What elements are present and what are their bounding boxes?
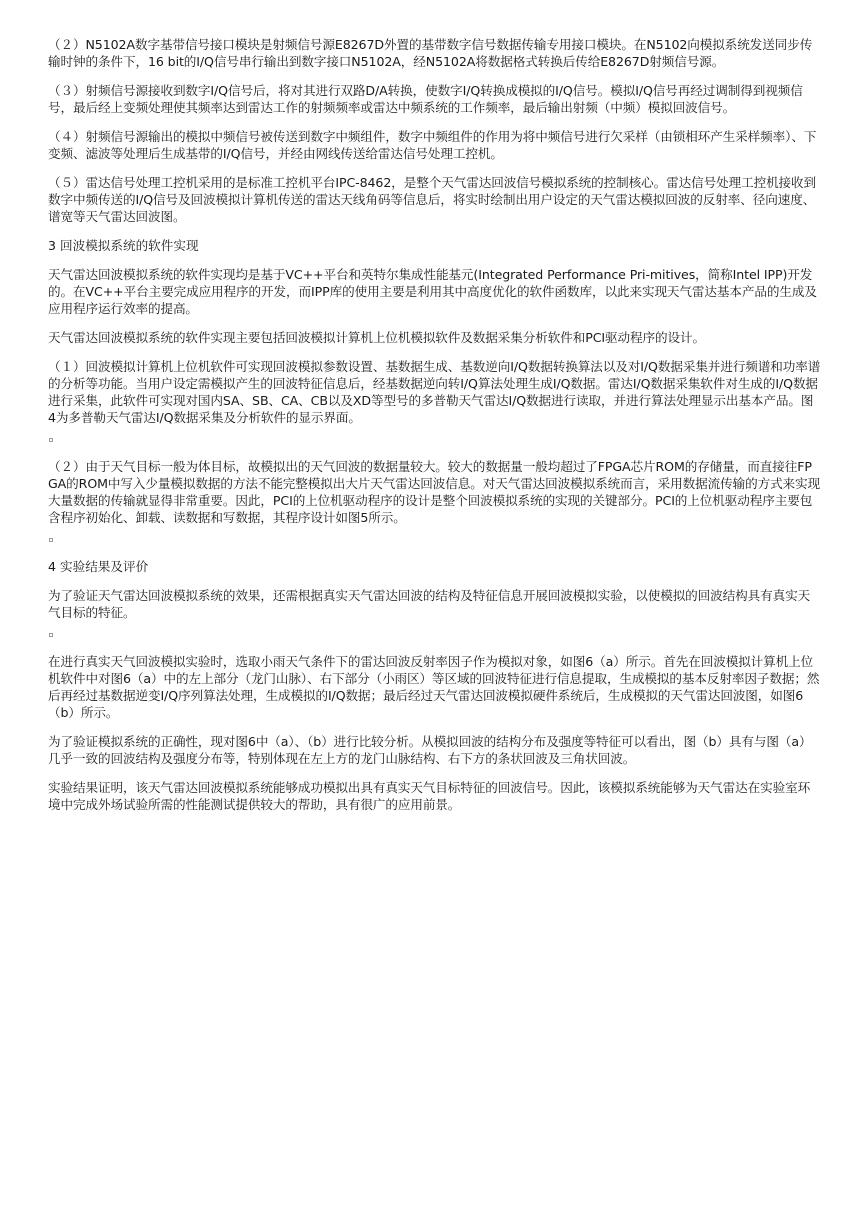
paragraph-signal-processor: （５）雷达信号处理工控机采用的是标准工控机平台IPC-8462，是整个天气雷达回波信号模拟系统的控制核心。雷达信号处理工控机接收到数字中频传送的I/Q信号及回波模拟计算机传送的雷达天线角码等信息后，将实时绘制出用户设定的天气雷达模拟回波的反射率、径向速度、谱宽等天气雷达回波图。 — [48, 175, 817, 224]
section-heading-results: 4 实验结果及评价 — [48, 559, 149, 574]
paragraph-digital-if: （４）射频信号源输出的模拟中频信号被传送到数字中频组件，数字中频组件的作用为将中频信号进行欠采样（由锁相环产生采样频率）、下变频、滤波等处理后生成基带的I/Q信号，并经由网线传送给雷达信号处理工控机。 — [48, 129, 817, 161]
paragraph-pci-driver: （２）由于天气目标一般为体目标，故模拟出的天气回波的数据量较大。较大的数据量一般均超过了FPGA芯片ROM的存储量，而直接往FPGA的ROM中写入少量模拟数据的方法不能完整模拟出大片天气雷达回波信息。对天气雷达回波模拟系统而言，采用数据流传输的方式来实现大量数据的传输就显得非常重要。因此，PCI的上位机驱动程序的设计是整个回波模拟系统的实现的关键部分。PCI的上位机驱动程序主要包含程序初始化、卸载、读数据和写数据，其程序设计如图5所示。 — [48, 459, 821, 525]
paragraph-validation: 为了验证天气雷达回波模拟系统的效果，还需根据真实天气雷达回波的结构及特征信息开展回波模拟实验，以使模拟的回波结构具有真实天气目标的特征。 — [48, 588, 811, 620]
figure-6-image-placeholder — [49, 633, 53, 637]
paragraph-experiment: 在进行真实天气回波模拟实验时，选取小雨天气条件下的雷达回波反射率因子作为模拟对象，如图6（a）所示。首先在回波模拟计算机上位机软件中对图6（a）中的左上部分（龙门山脉）、右下部分（小雨区）等区域的回波特征进行信息提取，生成模拟的基本反射率因子数据；然后再经过基数据逆变I/Q序列算法处理，生成模拟的I/Q数据；最后经过天气雷达回波模拟硬件系统后，生成模拟的天气雷达回波图，如图6（b）所示。 — [48, 654, 820, 720]
section-heading-software: 3 回波模拟系统的软件实现 — [48, 238, 199, 253]
figure-4-image-placeholder — [49, 438, 53, 442]
paragraph-conclusion: 实验结果证明，该天气雷达回波模拟系统能够成功模拟出具有真实天气目标特征的回波信号。因此，该模拟系统能够为天气雷达在实验室环境中完成外场试验所需的性能测试提供较大的帮助，具有很广的应用前景。 — [48, 780, 811, 812]
figure-5-image-placeholder — [49, 538, 53, 542]
paragraph-comparison: 为了验证模拟系统的正确性，现对图6中（a）、（b）进行比较分析。从模拟回波的结构分布及强度等特征可以看出，图（b）具有与图（a）几乎一致的回波结构及强度分布等，特别体现在左上方的龙门山脉结构、右下方的条状回波及三角状回波。 — [48, 734, 812, 766]
paragraph-rf-source: （３）射频信号源接收到数字I/Q信号后，将对其进行双路D/A转换，使数字I/Q转换成模拟的I/Q信号。模拟I/Q信号再经过调制得到视频信号，最后经上变频处理使其频率达到雷达工作的射频频率或雷达中频系统的工作频率，最后输出射频（中频）模拟回波信号。 — [48, 83, 803, 115]
paragraph-n5102a: （２）N5102A数字基带信号接口模块是射频信号源E8267D外置的基带数字信号数据传输专用接口模块。在N5102向模拟系统发送同步传输时钟的条件下，16 bit的I/Q信号串行输出到数字接口N5102A，经N5102A将数据格式转换后传给E8267D射频信号源。 — [48, 37, 813, 69]
document-body — [48, 36, 821, 825]
paragraph-host-software: （１）回波模拟计算机上位机软件可实现回波模拟参数设置、基数据生成、基数逆向I/Q数据转换算法以及对I/Q数据采集并进行频谱和功率谱的分析等功能。当用户设定需模拟产生的回波特征信息后，经基数据逆向转I/Q算法处理生成I/Q数据。雷达I/Q数据采集软件对生成的I/Q数据进行采集，此软件可实现对国内SA、SB、CA、CB以及XD等型号的多普勒天气雷达I/Q数据进行读取，并进行算法处理显示出基本产品。图4为多普勒天气雷达I/Q数据采集及分析软件的显示界面。 — [48, 359, 821, 425]
paragraph-software-components: 天气雷达回波模拟系统的软件实现主要包括回波模拟计算机上位机模拟软件及数据采集分析软件和PCI驱动程序的设计。 — [48, 330, 705, 345]
paragraph-software-platform: 天气雷达回波模拟系统的软件实现均是基于VC++平台和英特尔集成性能基元(Integrated Performance Pri-mitives，简称Intel IPP)开发的。在VC++平台主要完成应用程序的开发，而IPP库的使用主要是利用其中高度优化的软件函数库，以此来实现天气雷达基本产品的生成及应用程序运行效率的提高。 — [48, 267, 817, 316]
